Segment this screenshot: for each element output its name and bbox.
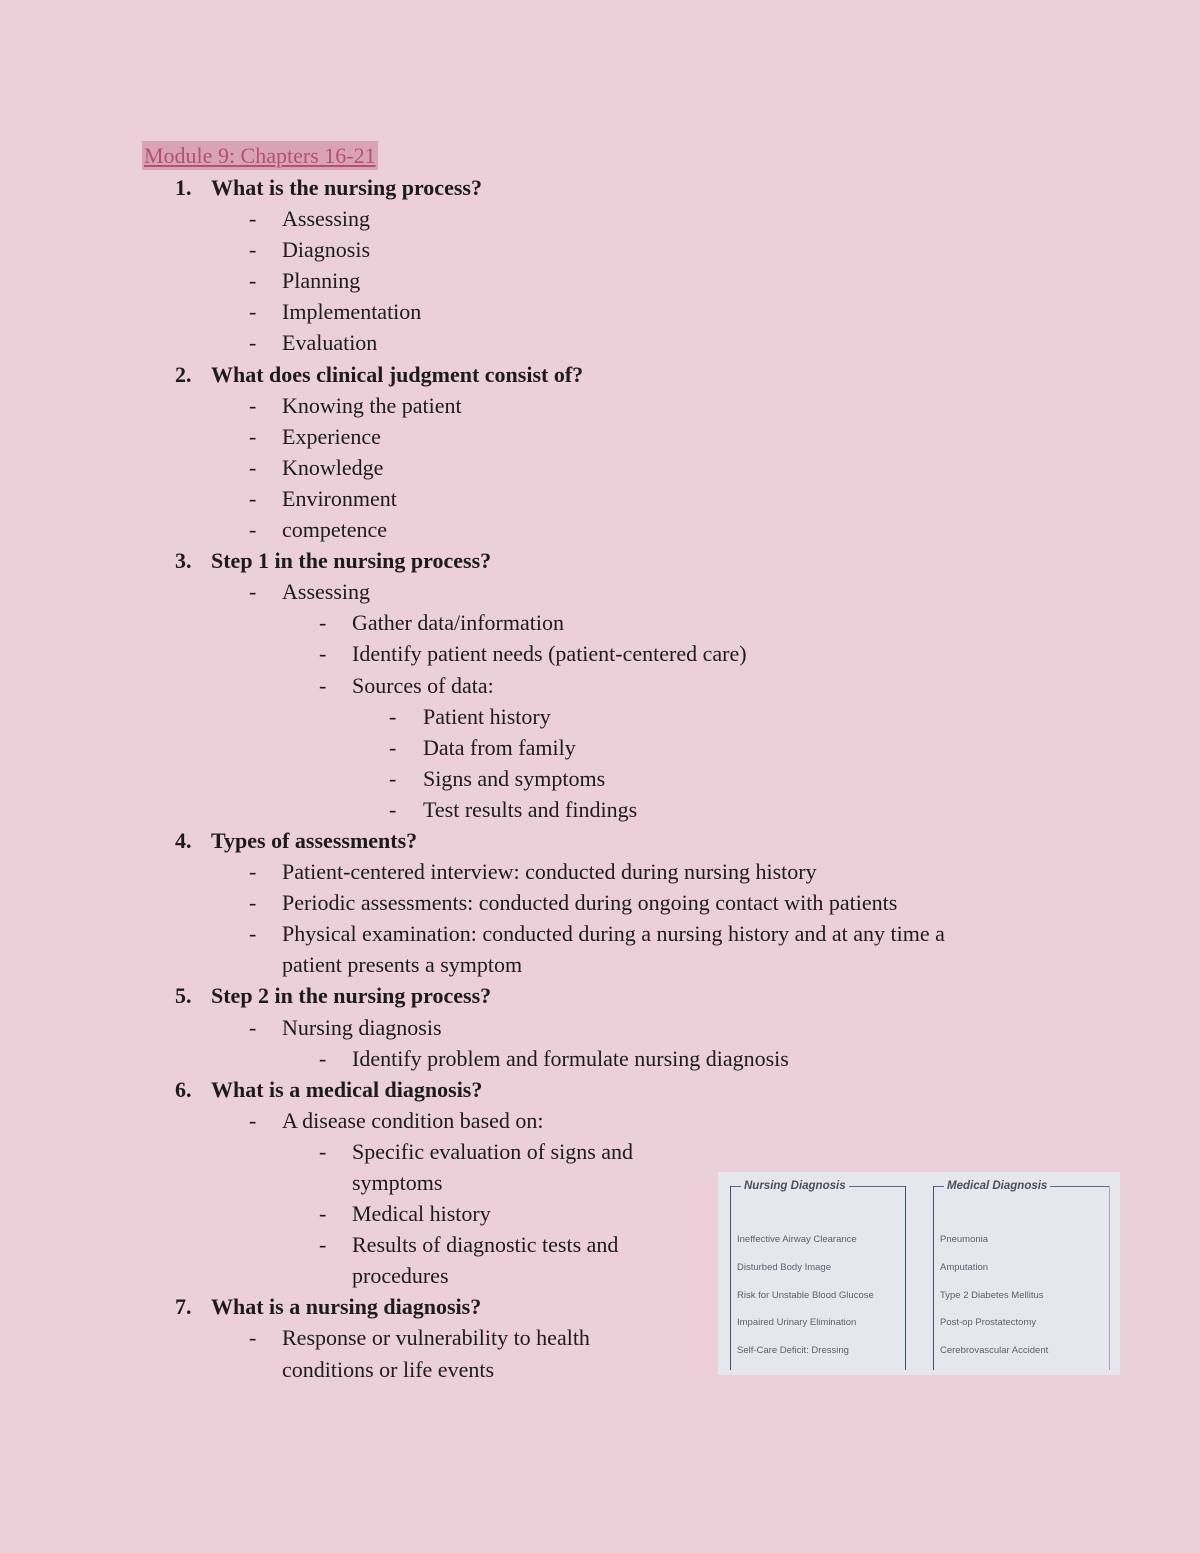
list-item: - Response or vulnerability to health — [249, 1325, 590, 1351]
medical-diagnosis-item: Post-op Prostatectomy — [940, 1317, 1037, 1329]
sub-list-item: - Identify problem and formulate nursing diagnosis — [319, 1045, 789, 1071]
medical-diagnosis-column — [933, 1180, 1110, 1370]
list-item-continuation: patient presents a symptom — [282, 952, 523, 978]
question-number: 4. — [175, 827, 192, 853]
list-item: - competence — [249, 517, 388, 543]
medical-diagnosis-item: Cerebrovascular Accident — [940, 1345, 1049, 1357]
list-item: - Physical examination: conducted during a nursing history and at any time a — [249, 921, 945, 947]
sub-sub-list-item: - Test results and findings — [389, 796, 638, 822]
sub-list-item-continuation: procedures — [352, 1263, 449, 1289]
question-number: 2. — [175, 361, 192, 387]
list-item: - Planning — [249, 268, 361, 294]
list-item: - Assessing — [249, 579, 371, 605]
sub-list-item: - Results of diagnostic tests and — [319, 1232, 619, 1258]
question-6 — [0, 1074, 1200, 1105]
question-text: Types of assessments? — [211, 827, 418, 853]
sub-sub-list-item: - Patient history — [389, 703, 551, 729]
list-item: - Experience — [249, 423, 381, 449]
list-item: - Patient-centered interview: conducted during nursing history — [249, 859, 817, 885]
list-item: - Knowledge — [249, 454, 384, 480]
medical-diagnosis-list — [940, 1226, 1107, 1365]
nursing-diagnosis-item: Impaired Urinary Elimination — [737, 1317, 857, 1329]
nursing-diagnosis-list — [737, 1226, 903, 1365]
nursing-diagnosis-item: Risk for Unstable Blood Glucose — [737, 1289, 874, 1301]
question-2 — [0, 359, 1200, 390]
question-text: What is a nursing diagnosis? — [211, 1294, 482, 1320]
list-item: - Periodic assessments: conducted during ongoing contact with patients — [249, 890, 898, 916]
list-item: - Diagnosis — [249, 237, 370, 263]
diagnosis-comparison-figure — [718, 1172, 1120, 1375]
sub-list-item: - Identify patient needs (patient-centered care) — [319, 641, 747, 667]
sub-sub-list-item: - Data from family — [389, 734, 576, 760]
sub-list-item: - Medical history — [319, 1201, 491, 1227]
question-number: 1. — [175, 175, 192, 200]
question-text: What is the nursing process? — [211, 175, 482, 200]
sub-list-item: - Sources of data: — [319, 672, 494, 698]
question-3 — [0, 545, 1200, 576]
nursing-diagnosis-heading: Nursing Diagnosis — [741, 1178, 849, 1194]
list-item: - Implementation — [249, 299, 422, 325]
question-1 — [0, 172, 1200, 203]
nursing-diagnosis-item: Disturbed Body Image — [737, 1261, 831, 1273]
list-item: - Knowing the patient — [249, 392, 462, 418]
list-item: - Nursing diagnosis — [249, 1014, 442, 1040]
nursing-diagnosis-item: Self-Care Deficit: Dressing — [737, 1345, 849, 1357]
question-number: 5. — [175, 983, 192, 1009]
question-text: Step 1 in the nursing process? — [211, 548, 492, 574]
question-text: Step 2 in the nursing process? — [211, 983, 492, 1009]
medical-diagnosis-item: Amputation — [940, 1261, 989, 1273]
list-item: - Evaluation — [249, 330, 378, 356]
question-4 — [0, 825, 1200, 856]
question-number: 7. — [175, 1294, 192, 1320]
sub-sub-list-item: - Signs and symptoms — [389, 765, 606, 791]
nursing-diagnosis-item: Ineffective Airway Clearance — [737, 1234, 857, 1245]
medical-diagnosis-item: Type 2 Diabetes Mellitus — [940, 1289, 1044, 1301]
list-item-continuation: conditions or life events — [282, 1356, 495, 1382]
medical-diagnosis-item: Pneumonia — [940, 1234, 989, 1245]
nursing-diagnosis-column — [730, 1180, 906, 1370]
sub-list-item-continuation: symptoms — [352, 1170, 443, 1195]
document-title: Module 9: Chapters 16-21 — [144, 143, 376, 168]
question-number: 3. — [175, 548, 192, 574]
question-number: 6. — [175, 1076, 192, 1102]
question-text: What is a medical diagnosis? — [211, 1076, 483, 1102]
medical-diagnosis-heading: Medical Diagnosis — [944, 1178, 1050, 1194]
list-item: - Environment — [249, 485, 397, 511]
list-item: - A disease condition based on: — [249, 1107, 544, 1133]
list-item: - Assessing — [249, 206, 371, 232]
question-5 — [0, 980, 1200, 1011]
question-text: What does clinical judgment consist of? — [211, 361, 584, 387]
sub-list-item: - Specific evaluation of signs and — [319, 1138, 634, 1164]
sub-list-item: - Gather data/information — [319, 610, 564, 636]
